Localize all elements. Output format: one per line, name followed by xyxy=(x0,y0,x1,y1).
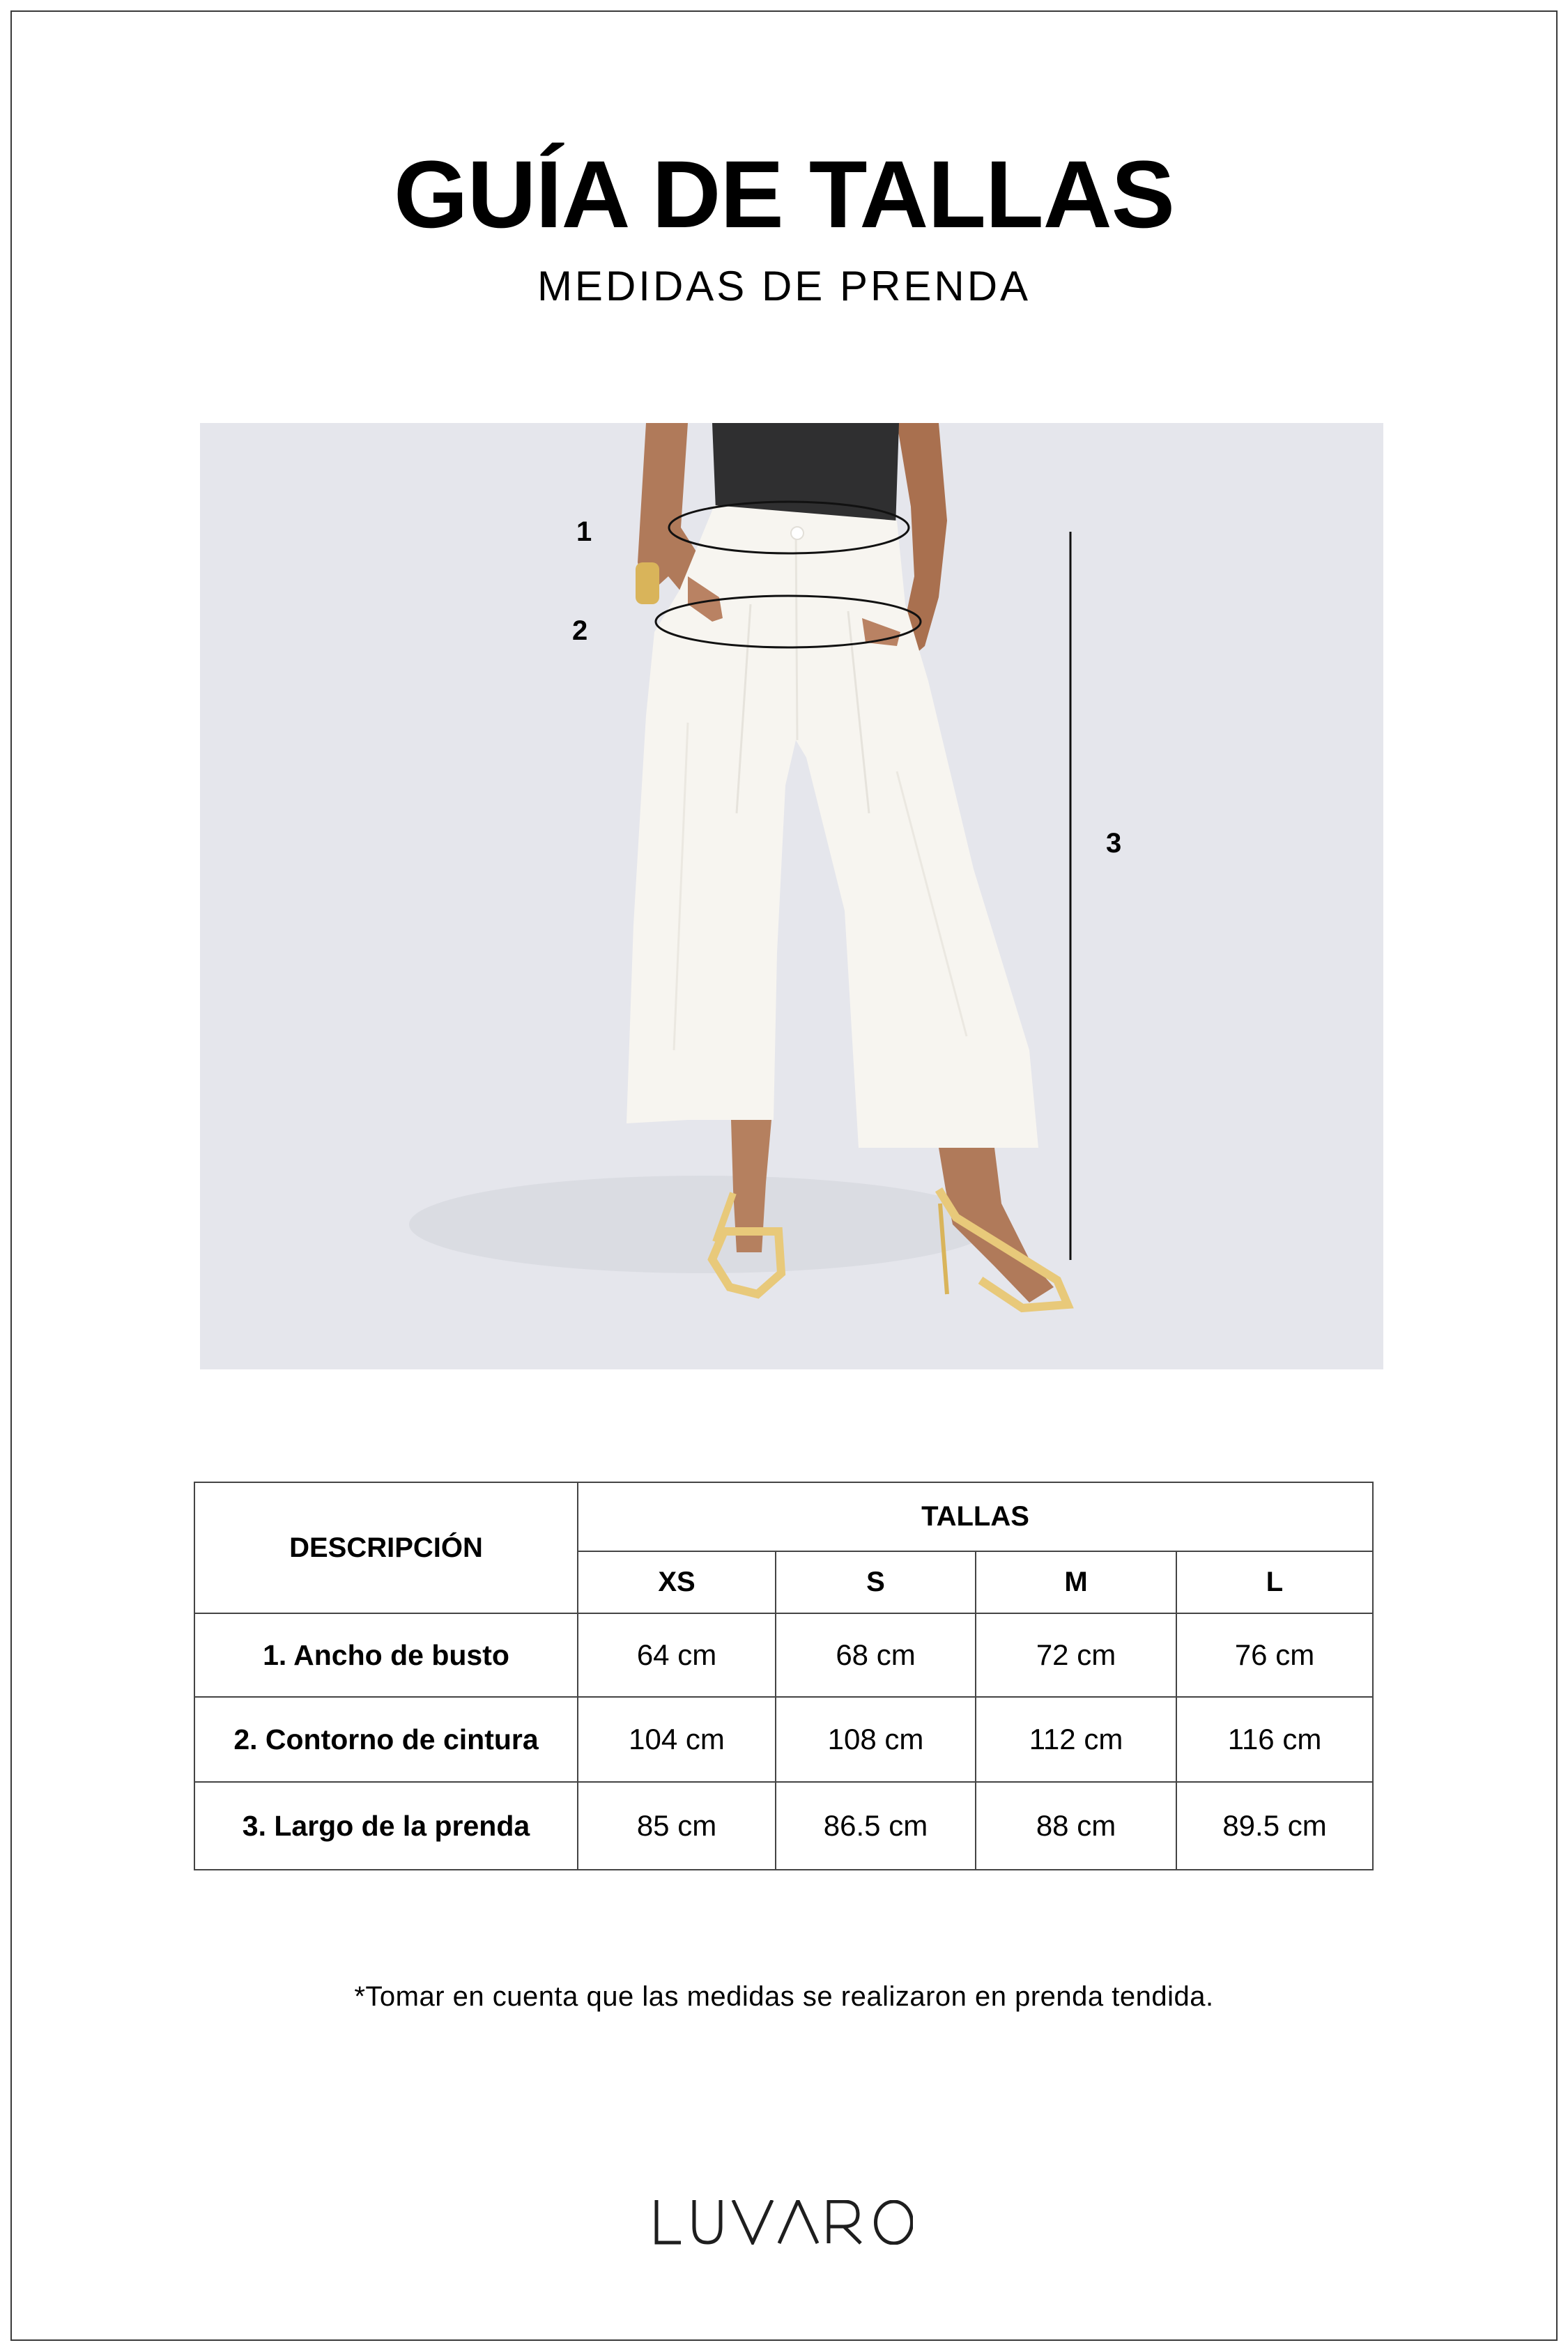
bracelet-icon xyxy=(636,562,659,604)
measure-label-1: 1 xyxy=(576,516,592,547)
cell-value: 104 cm xyxy=(578,1697,776,1782)
cell-value: 68 cm xyxy=(776,1613,976,1697)
cell-value: 64 cm xyxy=(578,1613,776,1697)
page-subtitle: MEDIDAS DE PRENDA xyxy=(537,263,1031,309)
size-table xyxy=(194,1482,1374,1870)
description-header: DESCRIPCIÓN xyxy=(194,1482,578,1613)
cell-value: 89.5 cm xyxy=(1176,1782,1373,1870)
cell-value: 108 cm xyxy=(776,1697,976,1782)
table-row xyxy=(194,1613,1373,1697)
cell-value: 112 cm xyxy=(976,1697,1176,1782)
size-xs-header: XS xyxy=(578,1551,776,1613)
footnote: *Tomar en cuenta que las medidas se realizaron en prenda tendida. xyxy=(354,1981,1214,2012)
size-s-header: S xyxy=(776,1551,976,1613)
cell-value: 76 cm xyxy=(1176,1613,1373,1697)
model-illustration xyxy=(200,423,1383,1369)
cell-value: 86.5 cm xyxy=(776,1782,976,1870)
page-title: GUÍA DE TALLAS xyxy=(394,141,1174,248)
cell-value: 72 cm xyxy=(976,1613,1176,1697)
luvaro-logo xyxy=(654,2200,913,2245)
table-row xyxy=(194,1782,1373,1870)
row-label: 1. Ancho de busto xyxy=(194,1613,578,1697)
garment-photo xyxy=(200,423,1383,1369)
sizes-header: TALLAS xyxy=(578,1482,1373,1551)
size-l-header: L xyxy=(1176,1551,1373,1613)
cell-value: 85 cm xyxy=(578,1782,776,1870)
row-label: 2. Contorno de cintura xyxy=(194,1697,578,1782)
size-m-header: M xyxy=(976,1551,1176,1613)
cell-value: 88 cm xyxy=(976,1782,1176,1870)
table-header-row xyxy=(194,1482,1373,1551)
row-label: 3. Largo de la prenda xyxy=(194,1782,578,1870)
cell-value: 116 cm xyxy=(1176,1697,1373,1782)
table-row xyxy=(194,1697,1373,1782)
measure-label-2: 2 xyxy=(572,615,588,646)
measure-label-3: 3 xyxy=(1106,828,1122,859)
